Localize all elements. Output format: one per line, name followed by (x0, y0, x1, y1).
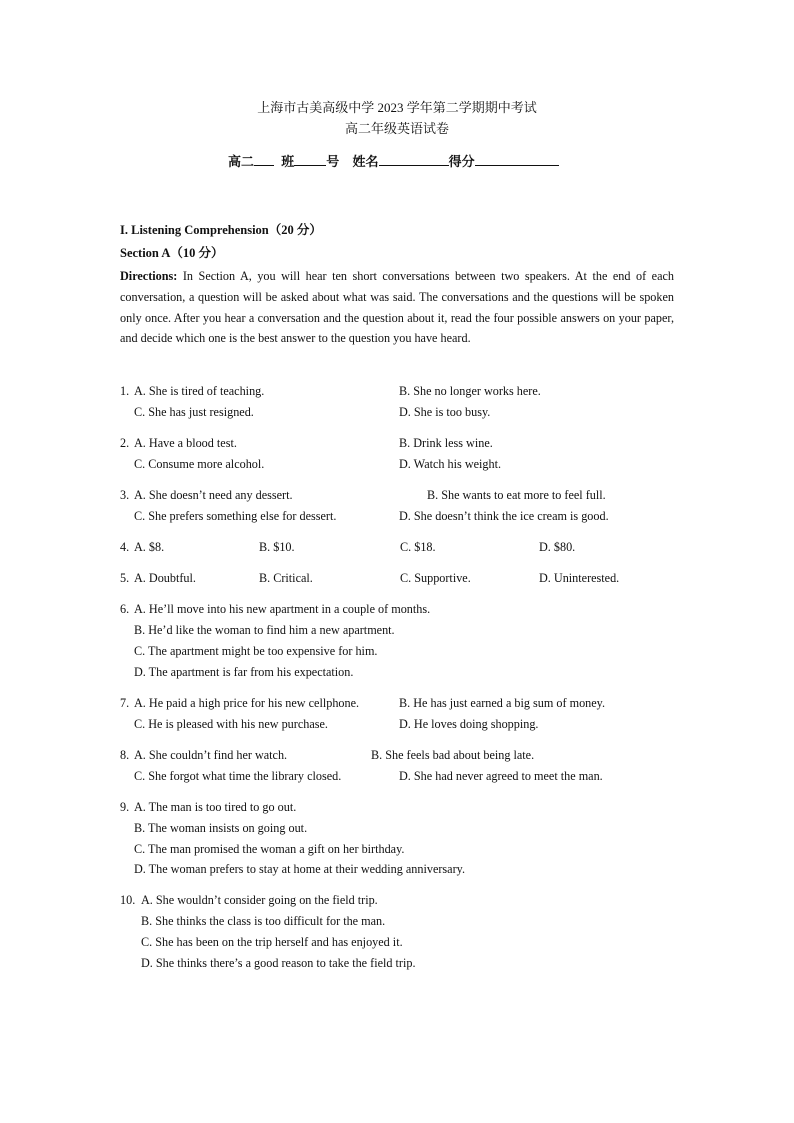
option-c: C. She has just resigned. (134, 405, 254, 419)
score-label: 得分 (448, 154, 475, 169)
option-d: D. Uninterested. (539, 571, 620, 585)
option-b: B. She no longer works here. (399, 384, 541, 398)
option-c: C. She forgot what time the library closed. (134, 769, 342, 783)
option-a: A. $8. (134, 540, 165, 554)
question-number: 5. (120, 571, 130, 585)
option-c: C. $18. (400, 540, 436, 554)
option-d: D. She doesn’t think the ice cream is good. (399, 509, 609, 523)
option-a: A. She wouldn’t consider going on the field trip. (141, 893, 378, 907)
option-a: A. She doesn’t need any dessert. (134, 488, 293, 502)
option-a: A. He paid a high price for his new cellphone. (134, 696, 360, 710)
option-d: D. She is too busy. (399, 405, 491, 419)
class-label: 班 (281, 154, 295, 169)
question-number: 3. (120, 488, 130, 502)
question-number: 1. (120, 384, 130, 398)
option-c: C. Supportive. (400, 571, 471, 585)
question-number: 10. (120, 893, 136, 907)
option-b: B. She thinks the class is too difficult for the man. (141, 914, 386, 928)
question-number: 2. (120, 436, 130, 450)
option-a: A. Have a blood test. (134, 436, 237, 450)
exam-title: 上海市古美高级中学 2023 学年第二学期期中考试 (257, 100, 537, 115)
option-c: C. She has been on the trip herself and has enjoyed it. (141, 935, 403, 949)
class-blank[interactable] (254, 153, 274, 166)
name-blank[interactable] (379, 153, 449, 166)
question-number: 8. (120, 748, 130, 762)
number-blank[interactable] (294, 153, 326, 166)
option-b: B. Drink less wine. (399, 436, 493, 450)
option-a: A. She couldn’t find her watch. (134, 748, 288, 762)
question-number: 9. (120, 800, 130, 814)
question-number: 6. (120, 602, 130, 616)
part-heading: I. Listening Comprehension（20 分） (120, 223, 322, 237)
option-d: D. Watch his weight. (399, 457, 502, 471)
question-number: 7. (120, 696, 130, 710)
option-d: D. The woman prefers to stay at home at their wedding anniversary. (134, 862, 465, 876)
option-a: A. Doubtful. (134, 571, 196, 585)
directions-label: Directions: (120, 269, 178, 283)
directions-text: In Section A, you will hear ten short conversations between two speakers. At the end of each conversation, a question will be asked about what was said. The conversations and the questions will be spoken only once. After you hear a conversation and the question about it, read the four possible answers on your paper, and decide which one is the best answer to the question you have heard. (120, 269, 674, 346)
option-c: C. He is pleased with his new purchase. (134, 717, 328, 731)
section-heading: Section A（10 分） (120, 246, 224, 260)
option-b: B. He’d like the woman to find him a new apartment. (134, 623, 395, 637)
score-blank[interactable] (475, 153, 559, 166)
option-b: B. He has just earned a big sum of money. (399, 696, 606, 710)
option-d: D. $80. (539, 540, 576, 554)
option-d: D. She had never agreed to meet the man. (399, 769, 603, 783)
grade-label: 高二 (228, 154, 255, 169)
exam-subtitle: 高二年级英语试卷 (344, 121, 449, 136)
option-d: D. He loves doing shopping. (399, 717, 539, 731)
option-c: C. The apartment might be too expensive for him. (134, 644, 378, 658)
option-d: D. The apartment is far from his expectation. (134, 665, 354, 679)
option-a: A. He’ll move into his new apartment in a couple of months. (134, 602, 431, 616)
option-a: A. She is tired of teaching. (134, 384, 265, 398)
option-d: D. She thinks there’s a good reason to take the field trip. (141, 956, 416, 970)
option-c: C. She prefers something else for dessert. (134, 509, 337, 523)
number-label: 号 (326, 154, 340, 169)
option-a: A. The man is too tired to go out. (134, 800, 297, 814)
option-b: B. The woman insists on going out. (134, 821, 308, 835)
option-c: C. The man promised the woman a gift on her birthday. (134, 842, 405, 856)
option-b: B. She feels bad about being late. (371, 748, 535, 762)
question-number: 4. (120, 540, 130, 554)
option-b: B. $10. (259, 540, 295, 554)
option-b: B. She wants to eat more to feel full. (427, 488, 606, 502)
directions-paragraph (120, 266, 674, 349)
option-b: B. Critical. (259, 571, 313, 585)
student-info-line (228, 153, 559, 168)
name-label: 姓名 (352, 154, 379, 169)
option-c: C. Consume more alcohol. (134, 457, 265, 471)
